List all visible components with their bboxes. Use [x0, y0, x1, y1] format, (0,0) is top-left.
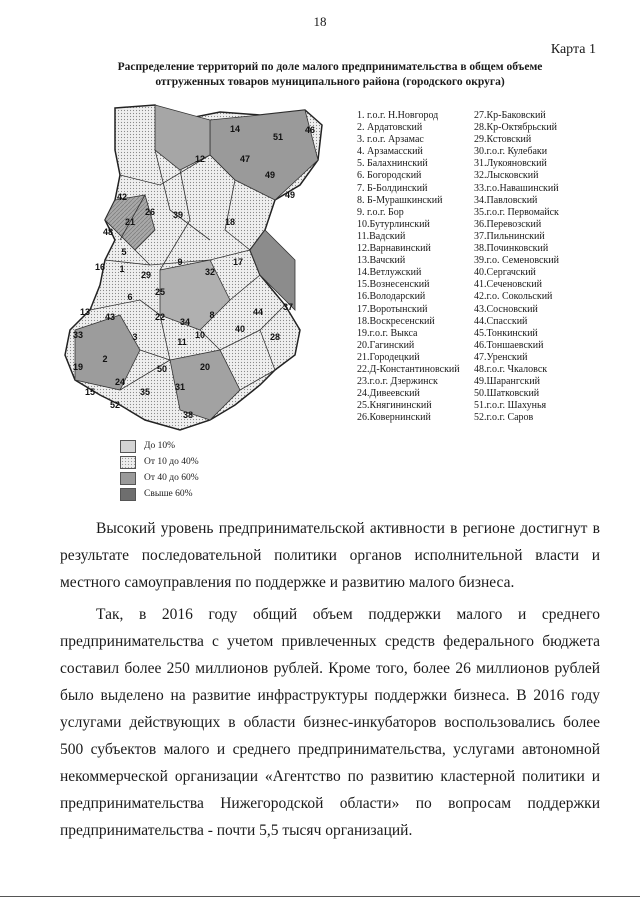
list-item: 51.г.о.г. Шахунья: [474, 400, 547, 412]
list-item: 29.Кстовский: [474, 134, 532, 146]
legend-item: [120, 470, 199, 486]
legend-label: Свыше 60%: [144, 489, 193, 499]
list-item: 22.Д-Константиновский: [357, 363, 460, 375]
district-label: 35: [139, 387, 151, 397]
list-item: 7. Б-Болдинский: [357, 182, 428, 194]
district-label: 16: [94, 262, 106, 272]
map-label: Карта 1: [550, 42, 596, 57]
district-label: 33: [72, 330, 84, 340]
list-item: 17.Воротынский: [357, 303, 428, 315]
list-item: 15.Вознесенский: [357, 279, 430, 291]
list-item: 50.Шатковский: [474, 388, 540, 400]
district-label: 21: [124, 217, 136, 227]
district-label: 13: [79, 307, 91, 317]
list-item: 42.г.о. Сокольский: [474, 291, 553, 303]
list-item: 46.Тоншаевский: [474, 339, 544, 351]
list-item: 52.г.о.г. Саров: [474, 412, 534, 424]
body-text: [60, 515, 600, 844]
map-legend: [120, 438, 199, 502]
list-item: 44.Спасский: [474, 315, 528, 327]
list-item: 41.Сеченовский: [474, 279, 542, 291]
list-item: 16.Володарский: [357, 291, 426, 303]
list-item: 48.г.о.г. Чкаловск: [474, 363, 548, 375]
page-title: [70, 60, 590, 90]
district-label: 49: [284, 190, 296, 200]
district-label: 29: [140, 270, 152, 280]
district-label: 11: [177, 337, 187, 347]
list-item: 38.Починковский: [474, 243, 549, 255]
district-label: 31: [174, 382, 186, 392]
list-item: 47.Уренский: [474, 351, 528, 363]
list-item: 45.Тонкинский: [474, 327, 538, 339]
list-item: 1. г.о.г. Н.Новгород: [357, 110, 439, 121]
district-label: 10: [194, 330, 206, 340]
list-item: 5. Балахнинский: [357, 158, 428, 170]
region-map-svg: [60, 100, 355, 435]
district-list-column-1: [357, 110, 487, 424]
legend-swatch: [120, 472, 136, 485]
list-item: 36.Перевозский: [474, 218, 542, 230]
paragraph: Так, в 2016 году общий объем поддержки малого и среднего предпринимательства с учетом привлеченных средств федерального бюджета составил более 250 миллионов рублей. Кроме того, более 26 миллионов рублей было выделено на развитие инфраструктуры поддержки бизнеса. В 2016 году услугами действующих в области бизнес-инкубаторов воспользовались более 500 субъектов малого и среднего предпринимательства, услугами автономной некоммерческой организации «Агентство по развитию кластерной политики и предпринимательства Нижегородской области» по вопросам поддержки предпринимательства - почти 5,5 тысяч организаций.: [60, 606, 600, 839]
list-item: 32.Лысковский: [474, 170, 539, 182]
district-label: 28: [269, 332, 281, 342]
district-label: 25: [154, 287, 166, 297]
page-number: 18: [313, 14, 327, 29]
title-line-2: отгруженных товаров муниципального района (городского округа): [155, 76, 505, 88]
list-item: 35.г.о.г. Первомайск: [474, 206, 559, 218]
district-label: 44: [252, 307, 264, 317]
footer-rule: [0, 896, 640, 897]
district-label: 15: [84, 387, 96, 397]
district-label: 50: [156, 364, 168, 374]
list-item: 49.Шарангский: [474, 376, 540, 388]
district-label: 42: [116, 192, 128, 202]
district-label: 32: [204, 267, 216, 277]
district-label: 34: [179, 317, 191, 327]
district-label: 9: [177, 257, 183, 267]
legend-item: [120, 454, 199, 470]
list-item: 28.Кр-Октябрьский: [474, 122, 557, 134]
list-item: 31.Лукояновский: [474, 158, 547, 170]
legend-label: От 40 до 60%: [144, 473, 199, 483]
district-label: 22: [154, 312, 166, 322]
list-item: 4. Арзамасский: [357, 146, 423, 158]
list-item: 10.Бутурлинский: [357, 218, 430, 230]
district-label: 18: [224, 217, 236, 227]
district-label: 19: [72, 362, 84, 372]
list-item: 26.Ковернинский: [357, 412, 431, 424]
district-label: 24: [114, 377, 126, 387]
legend-swatch: [120, 440, 136, 453]
list-item: 19.г.о.г. Выкса: [357, 327, 418, 339]
district-label: 20: [199, 362, 211, 372]
district-label: 46: [304, 125, 316, 135]
list-item: 9. г.о.г. Бор: [357, 206, 404, 218]
list-item: 33.г.о.Навашинский: [474, 182, 559, 194]
legend-item: [120, 486, 199, 502]
district-label: 47: [239, 154, 251, 164]
legend-swatch: [120, 488, 136, 501]
district-label: 40: [234, 324, 246, 334]
district-label: 49: [264, 170, 276, 180]
title-line-1: Распределение территорий по доле малого предпринимательства в общем объеме: [117, 61, 543, 73]
list-item: 11.Вадский: [357, 230, 406, 242]
list-item: 25.Княгининский: [357, 400, 432, 412]
district-label: 6: [127, 292, 133, 302]
district-label: 39: [172, 210, 184, 220]
list-item: 12.Варнавинский: [357, 243, 431, 255]
list-item: 34.Павловский: [474, 194, 538, 206]
district-label: 38: [182, 410, 194, 420]
district-label: 8: [209, 310, 215, 320]
list-item: 43.Сосновский: [474, 303, 538, 315]
region-map: [60, 100, 355, 435]
district-label: 51: [272, 132, 284, 142]
district-label: 37: [282, 302, 294, 312]
district-label: 26: [144, 207, 156, 217]
district-label: 5: [121, 247, 127, 257]
district-label: 3: [132, 332, 138, 342]
list-item: 23.г.о.г. Дзержинск: [357, 376, 438, 388]
district-label: 52: [109, 400, 121, 410]
list-item: 8. Б-Мурашкинский: [357, 194, 443, 206]
legend-swatch: [120, 456, 136, 469]
district-label: 14: [229, 124, 241, 134]
district-label: 12: [194, 154, 206, 164]
list-item: 20.Гагинский: [357, 339, 415, 351]
legend-item: [120, 438, 199, 454]
legend-label: До 10%: [144, 441, 176, 451]
district-label: 48: [102, 227, 114, 237]
list-item: 2. Ардатовский: [357, 122, 423, 134]
list-item: 39.г.о. Семеновский: [474, 255, 559, 267]
legend-label: От 10 до 40%: [144, 457, 199, 467]
list-item: 37.Пильнинский: [474, 230, 545, 242]
list-item: 21.Городецкий: [357, 351, 420, 363]
list-item: 13.Вачский: [357, 255, 406, 267]
list-item: 24.Дивеевский: [357, 388, 420, 400]
district-list-column-2: [474, 110, 604, 424]
list-item: 30.г.о.г. Кулебаки: [474, 146, 548, 158]
list-item: 18.Воскресенский: [357, 315, 435, 327]
district-label: 1: [119, 264, 125, 274]
district-label: 43: [104, 312, 116, 322]
list-item: 40.Сергачский: [474, 267, 536, 279]
district-label: 17: [232, 257, 244, 267]
district-label: 2: [102, 354, 108, 364]
paragraph: Высокий уровень предпринимательской активности в регионе достигнут в результате последовательной политики органов исполнительной власти и местного самоуправления по поддержке и развитию малого бизнеса.: [60, 520, 600, 591]
list-item: 3. г.о.г. Арзамас: [357, 134, 424, 146]
list-item: 6. Богородский: [357, 170, 422, 182]
list-item: 27.Кр-Баковский: [474, 110, 546, 121]
list-item: 14.Ветлужский: [357, 267, 422, 279]
